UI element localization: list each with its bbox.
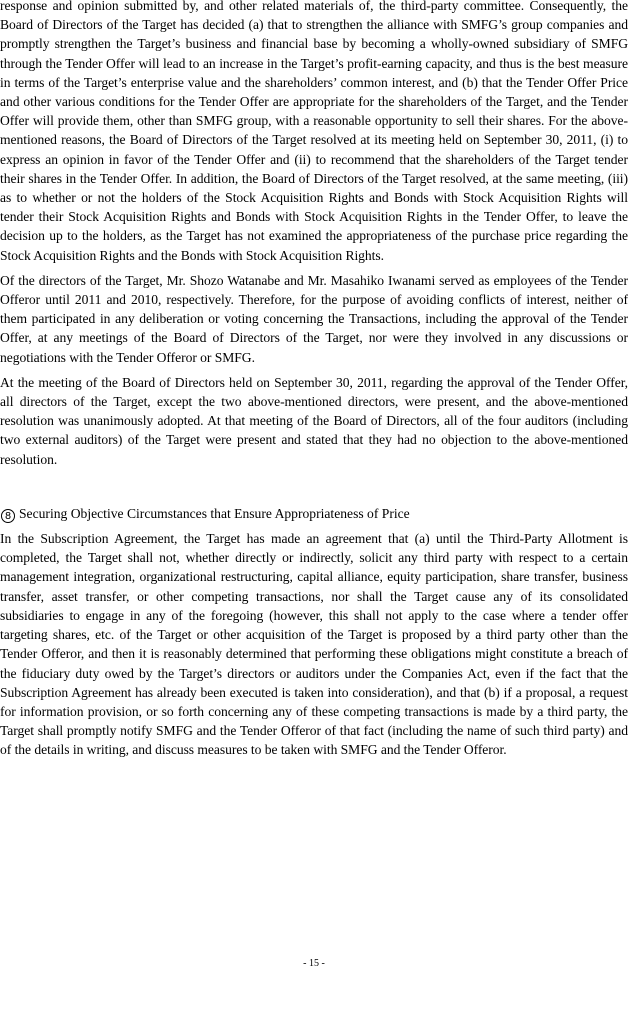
body-paragraph-3: At the meeting of the Board of Directors held on September 30, 2011, regarding the approval of the Tender Offer, all directors of the Target, except the two above-mentioned directors, were present, and the above-mentioned resolution was unanimously adopted. At that meeting of the Board of Directors, all of the four auditors (including two external auditors) of the Target were present and stated that they had no objection to the above-mentioned resolution. — [0, 374, 628, 467]
section-heading-text: Securing Objective Circumstances that Ensure Appropriateness of Price — [19, 505, 410, 521]
section-spacer — [0, 469, 628, 504]
body-paragraph-2: Of the directors of the Target, Mr. Shozo Watanabe and Mr. Masahiko Iwanami served as employees of the Tender Offeror until 2011 and 2010, respectively. Therefore, for the purpose of avoiding conflicts of interest, neither of them participated in any deliberation or voting concerning the Transactions, including the approval of the Tender Offer, at any meetings of the Board of Directors of the Target, nor were they involved in any discussions or negotiations with the Tender Offeror or SMFG. — [0, 272, 628, 365]
body-paragraph-1: response and opinion submitted by, and other related materials of, the third-party committee. Consequently, the Board of Directors of the Target has decided (a) that to strengthen the alliance with SMFG’s group companies and promptly strengthen the Target’s business and financial base by becoming a wholly-owned subsidiary of SMFG through the Tender Offer will lead to an increase in the Target’s profit-earning capacity, and thus is the best measure in terms of the Target’s enterprise value and the shareholders’ common interest, and (b) that the Tender Offer Price and other various conditions for the Tender Offer are appropriate for the shareholders of the Target, and the Tender Offer will provide them, other than SMFG group, with a reasonable opportunity to sell their shares. For the above-mentioned reasons, the Board of Directors of the Target resolved at its meeting held on September 30, 2011, (i) to express an opinion in favor of the Tender Offer and (ii) to recommend that the shareholders of the Target tender their shares in the Tender Offer. In addition, the Board of Directors of the Target resolved, at the same meeting, (iii) as to whether or not the holders of the Stock Acquisition Rights and Bonds with Stock Acquisition Rights will tender their Stock Acquisition Rights and Bonds with Stock Acquisition Rights in the Tender Offer, to leave the decision up to the holders, as the Target has not examined the appropriateness of the purchase price regarding the Stock Acquisition Rights and the Bonds with Stock Acquisition Rights. — [0, 0, 628, 263]
page-number: - 15 - — [303, 958, 325, 969]
circled-number-icon: 8 — [1, 509, 15, 523]
body-paragraph-4: In the Subscription Agreement, the Target has made an agreement that (a) until the Third-Party Allotment is completed, the Target shall not, whether directly or indirectly, solicit any third party with respect to a certain management integration, organizational restructuring, capital alliance, equity participation, share transfer, business transfer, asset transfer, or other competing transactions, nor shall the Target cause any of its consolidated subsidiaries to engage in any of the foregoing (however, this shall not apply to the case where a tender offer targeting shares, etc. of the Target or other acquisition of the Target is proposed by a third party other than the Tender Offeror, and then it is reasonably determined that performing these obligations might constitute a breach of the fiduciary duty owed by the Target’s directors or auditors under the Companies Act, even if the fact that the Subscription Agreement has already been executed is taken into consideration), and that (b) if a proposal, a request for information provision, or so forth concerning any of these competing transactions is made by a third party, the Target shall promptly notify SMFG and the Tender Offeror of that fact (including the name of such third party) and of the details in writing, and discuss measures to be taken with SMFG and the Tender Offeror. — [0, 531, 628, 758]
section-heading — [0, 504, 628, 523]
